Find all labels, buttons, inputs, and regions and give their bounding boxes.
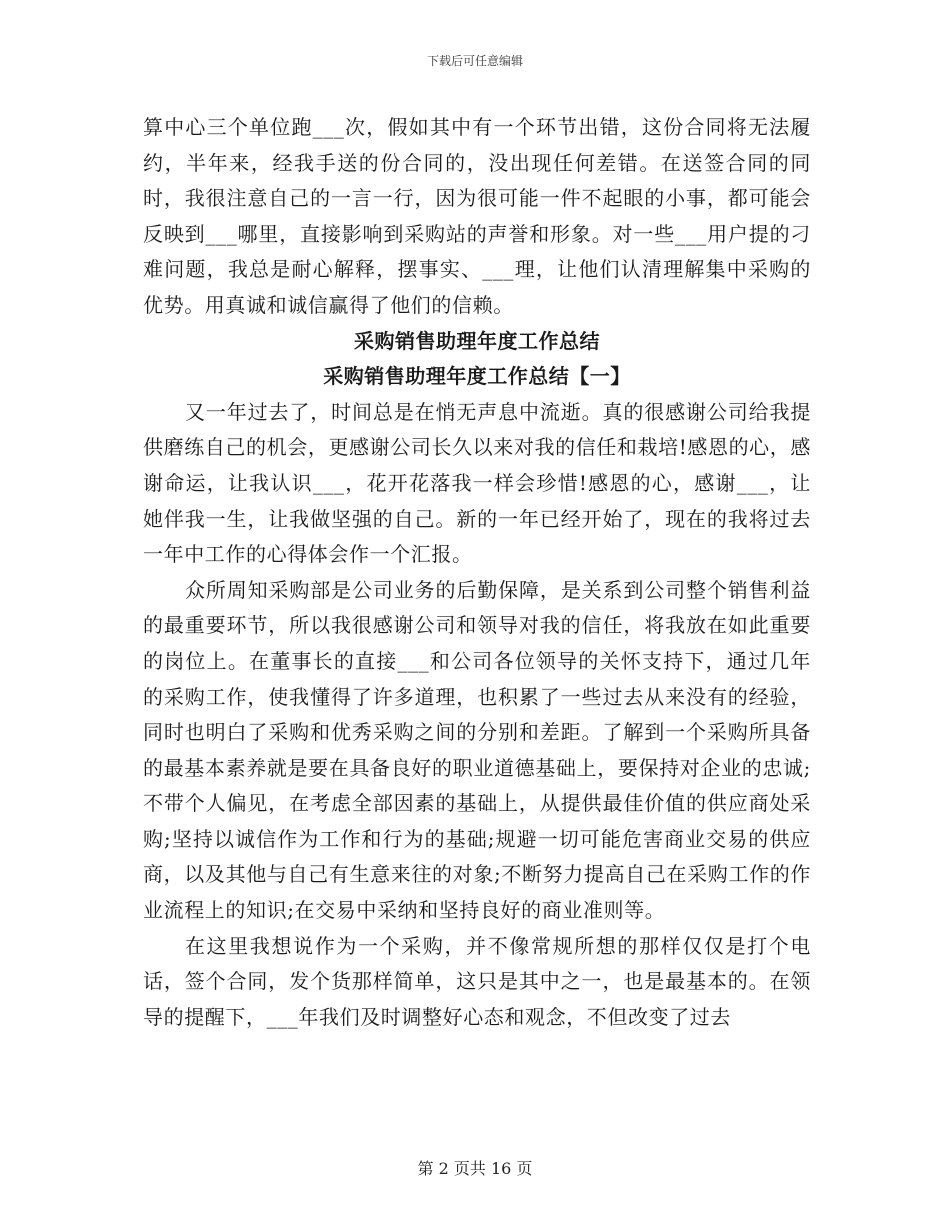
paragraph-1: 又一年过去了，时间总是在悄无声息中流逝。真的很感谢公司给我提供磨练自己的机会，更感谢公司长久以来对我的信任和栽培!感恩的心，感谢命运，让我认识___，花开花落我一样会珍惜!感恩的心，感谢___，让她伴我一生，让我做坚强的自己。新的一年已经开始了，现在的我将过去一年中工作的心得体会作一个汇报。 xyxy=(143,399,811,567)
document-body xyxy=(143,110,811,1035)
paragraph-continued: 算中心三个单位跑___次，假如其中有一个环节出错，这份合同将无法履约，半年来，经我手送的份合同的，没出现任何差错。在送签合同的同时，我很注意自己的一言一行，因为很可能一件不起眼的小事，都可能会反映到___哪里，直接影响到采购站的声誉和形象。对一些___用户提的刁难问题，我总是耐心解释，摆事实、___理，让他们认清理解集中采购的优势。用真诚和诚信赢得了他们的信赖。 xyxy=(143,115,811,317)
section-title: 采购销售助理年度工作总结【一】 xyxy=(323,364,631,389)
page-header: 下载后可任意编辑 xyxy=(426,54,523,68)
page-footer: 第 2 页共 16 页 xyxy=(417,1159,533,1178)
paragraph-3: 在这里我想说作为一个采购，并不像常规所想的那样仅仅是打个电话，签个合同，发个货那样简单，这只是其中之一，也是最基本的。在领导的提醒下，___年我们及时调整好心态和观念，不但改变了过去 xyxy=(143,933,811,1029)
paragraph-2: 众所周知采购部是公司业务的后勤保障，是关系到公司整个销售利益的最重要环节，所以我很感谢公司和领导对我的信任，将我放在如此重要的岗位上。在董事长的直接___和公司各位领导的关怀支持下，通过几年的采购工作，使我懂得了许多道理，也积累了一些过去从来没有的经验，同时也明白了采购和优秀采购之间的分别和差距。了解到一个采购所具备的最基本素养就是要在具备良好的职业道德基础上，要保持对企业的忠诚;不带个人偏见，在考虑全部因素的基础上，从提供最佳价值的供应商处采购;坚持以诚信作为工作和行为的基础;规避一切可能危害商业交易的供应商，以及其他与自己有生意来往的对象;不断努力提高自己在采购工作的作业流程上的知识;在交易中采纳和坚持良好的商业准则等。 xyxy=(143,577,811,923)
document-title: 采购销售助理年度工作总结 xyxy=(354,328,600,353)
